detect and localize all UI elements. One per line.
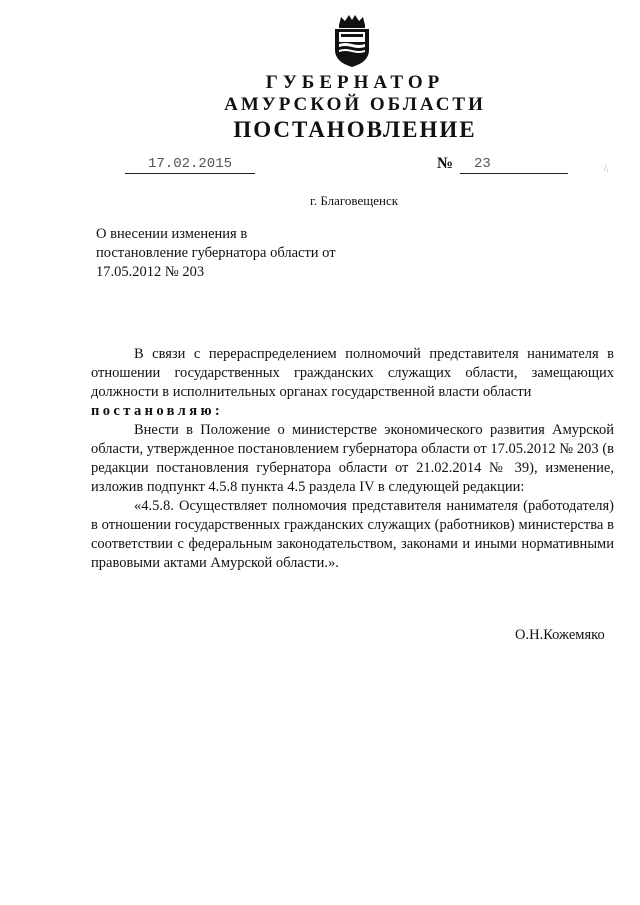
document-body — [91, 345, 614, 573]
margin-mark: /ᵢ — [604, 163, 608, 173]
header-governor: ГУБЕРНАТОР — [265, 72, 445, 93]
amendment-paragraph: Внести в Положение о министерстве экономического развития Амурской области, утвержденное постановлением губернатора области от 17.05.2012 № 203 (в редакции постановления губернатора области от 21.02.2014 № 39), изменение, изложив подпункт 4.5.8 пункта 4.5 раздела IV в следующей редакции: — [91, 422, 614, 495]
city-label: г. Благовещенск — [310, 193, 399, 208]
header-region: АМУРСКОЙ ОБЛАСТИ — [224, 94, 486, 115]
coat-of-arms-icon — [330, 14, 374, 68]
decree-word: постановляю: — [91, 403, 224, 419]
document-type-title: ПОСТАНОВЛЕНИЕ — [233, 117, 477, 142]
preamble-paragraph: В связи с перераспределением полномочий представителя нанимателя в отношении государственных гражданских служащих области, замещающих должности в исполнительных органах государственной власти области — [91, 346, 614, 400]
number-sign: № — [437, 155, 454, 172]
document-date: 17.02.2015 — [125, 156, 255, 174]
new-wording-paragraph: «4.5.8. Осуществляет полномочия представителя нанимателя (работодателя) в отношении государственных гражданских служащих (работников) министерства в соответствии с федеральным законодательством, законами и иными нормативными правовыми актами Амурской области.». — [91, 498, 614, 571]
signature-name: О.Н.Кожемяко — [515, 627, 605, 643]
document-subject: О внесении изменения в постановление губернатора области от 17.05.2012 № 203 — [96, 226, 336, 280]
document-number: 23 — [460, 156, 568, 174]
